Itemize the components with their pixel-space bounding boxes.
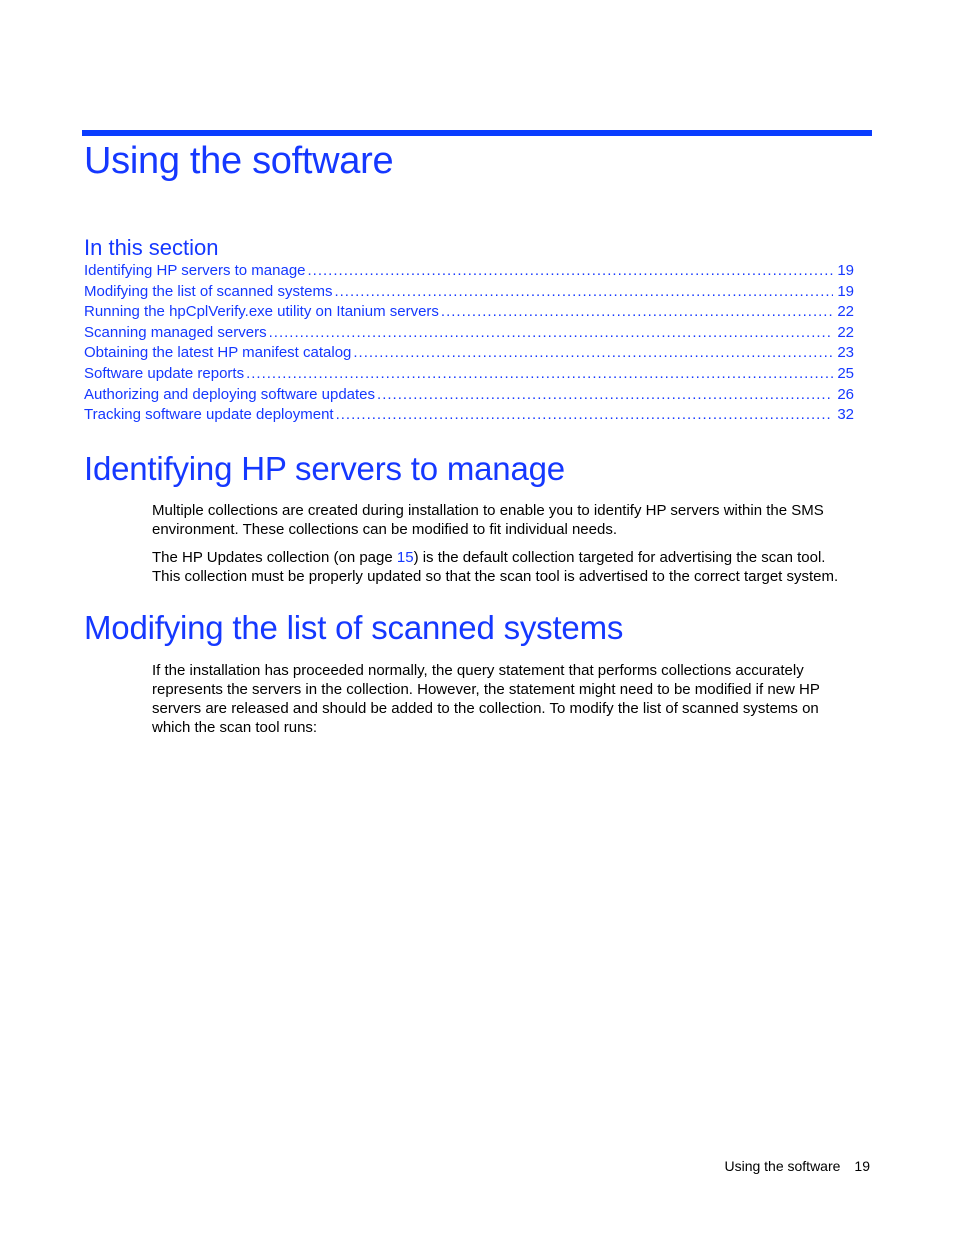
paragraph-text: ) is the default collection targeted for advertising the scan tool. This collection must be properly updated so that the scan tool is advertised to the correct target system.: [152, 549, 839, 585]
page-footer: [724, 1158, 870, 1174]
toc-entry-page: 22: [837, 303, 854, 321]
toc-entry-page: 26: [837, 385, 854, 403]
chapter-title: Using the software: [84, 140, 394, 182]
chapter-top-rule: [82, 130, 872, 136]
toc-entry-label: Running the hpCplVerify.exe utility on Itanium servers: [84, 303, 439, 321]
toc-dot-leader: [246, 365, 833, 382]
toc-entry-label: Tracking software update deployment: [84, 406, 334, 424]
toc-entry-running-hpcplverify[interactable]: [84, 303, 854, 324]
toc-heading: In this section: [84, 235, 219, 260]
toc-entry-page: 19: [837, 282, 854, 300]
toc-dot-leader: [441, 303, 833, 320]
paragraph-text: The HP Updates collection (on page: [152, 549, 397, 566]
toc-entry-obtaining-manifest-catalog[interactable]: [84, 344, 854, 365]
toc-dot-leader: [377, 386, 833, 403]
section-heading-modifying-scanned-systems: Modifying the list of scanned systems: [84, 609, 624, 646]
section-paragraph: Multiple collections are created during installation to enable you to identify HP servers within the SMS environment. These collections can be modified to fit individual needs.: [152, 502, 824, 538]
toc-entry-scanning-managed-servers[interactable]: [84, 324, 854, 345]
footer-running-title: Using the software: [724, 1158, 841, 1174]
toc-entry-label: Scanning managed servers: [84, 323, 267, 341]
toc-entry-page: 22: [837, 323, 854, 341]
toc-entry-page: 25: [837, 364, 854, 382]
toc-entry-label: Modifying the list of scanned systems: [84, 282, 333, 300]
page-reference-link[interactable]: 15: [396, 549, 414, 566]
toc-list: [84, 262, 854, 427]
footer-page-number: 19: [854, 1158, 870, 1174]
toc-entry-label: Identifying HP servers to manage: [84, 262, 306, 279]
toc-dot-leader: [269, 324, 834, 341]
section-paragraph: [152, 548, 852, 586]
toc-entry-modifying-scanned-systems[interactable]: [84, 283, 854, 304]
toc-entry-software-update-reports[interactable]: [84, 365, 854, 386]
toc-entry-page: 32: [837, 406, 854, 424]
toc-entry-page: 19: [837, 262, 854, 279]
toc-entry-identifying-hp-servers[interactable]: [84, 262, 854, 283]
toc-dot-leader: [334, 283, 833, 300]
toc-dot-leader: [308, 262, 834, 279]
toc-dot-leader: [336, 406, 834, 423]
toc-entry-label: Obtaining the latest HP manifest catalog: [84, 344, 352, 362]
toc-dot-leader: [353, 344, 833, 361]
toc-entry-label: Authorizing and deploying software updates: [84, 385, 376, 403]
section-paragraph: If the installation has proceeded normally, the query statement that performs collections accurately represents the servers in the collection. However, the statement might need to be modified if new HP servers are released and should be added to the collection. To modify the list of scanned systems on which the scan tool runs:: [152, 662, 820, 736]
toc-entry-page: 23: [837, 344, 854, 362]
toc-entry-tracking-deployment[interactable]: [84, 406, 854, 427]
section-heading-identifying-hp-servers: Identifying HP servers to manage: [84, 450, 565, 487]
toc-entry-label: Software update reports: [84, 364, 245, 382]
toc-entry-authorizing-deploying[interactable]: [84, 386, 854, 407]
